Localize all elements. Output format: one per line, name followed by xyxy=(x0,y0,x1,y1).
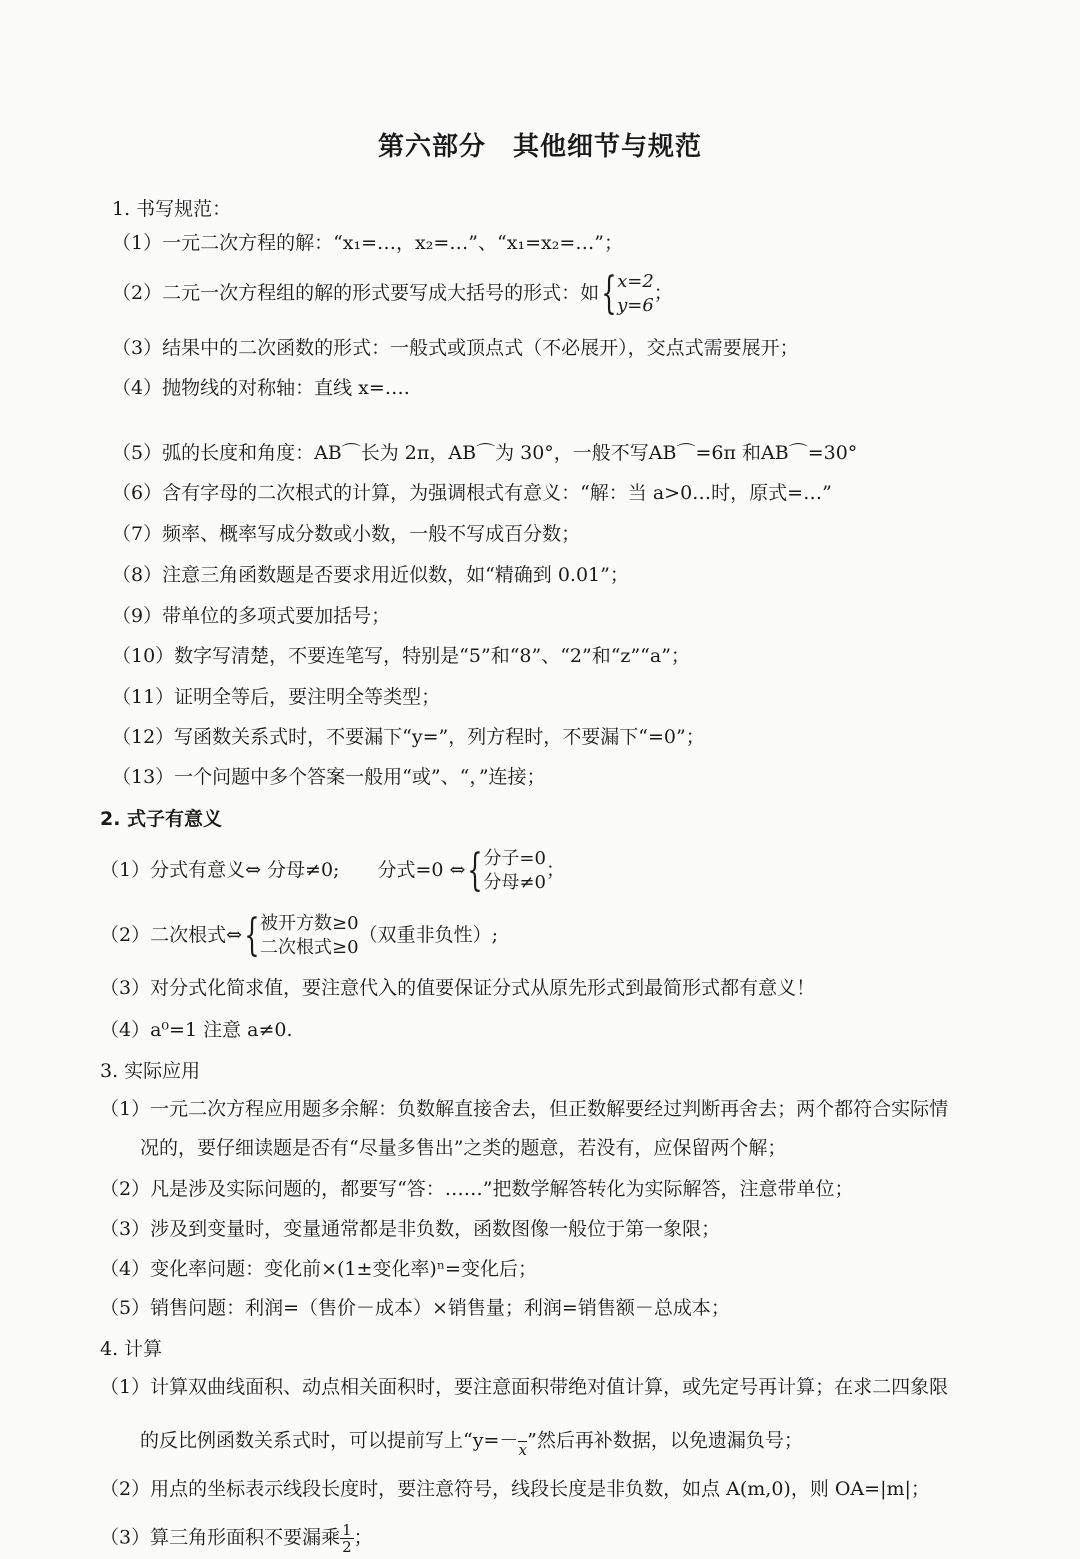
s2-item-1-text: （1）分式有意义⇔ 分母≠0; 分式=0 ⇔ xyxy=(100,859,466,881)
condition-2: 二次根式≥0 xyxy=(260,937,359,958)
s4-item-3-text: （3）算三角形面积不要漏乘 xyxy=(100,1526,341,1549)
s2-item-1 xyxy=(100,847,565,895)
s1-item-4: （4）抛物线的对称轴：直线 x=…. xyxy=(112,377,410,399)
s3-item-4: （4）变化率问题：变化前×(1±变化率)ⁿ=变化后； xyxy=(100,1258,537,1280)
section-2-heading: 2. 式子有意义 xyxy=(100,808,223,830)
s1-item-7: （7）频率、概率写成分数或小数，一般不写成百分数； xyxy=(112,523,581,545)
s2-item-1-system xyxy=(465,847,546,895)
fraction-numerator: 1 xyxy=(342,1521,352,1539)
s1-item-2 xyxy=(112,270,673,318)
s1-item-11: （11）证明全等后，要注明全等类型； xyxy=(112,686,441,708)
section-1-heading: 1. 书写规范： xyxy=(112,198,232,220)
s2-item-3: （3）对分式化简求值，要注意代入的值要保证分式从原先形式到最简形式都有意义！ xyxy=(100,977,816,999)
s1-item-12: （12）写函数关系式时，不要漏下“y=”，列方程时，不要漏下“=0”； xyxy=(112,726,705,748)
fraction-one-half xyxy=(340,1522,354,1555)
s4-item-3-end: ； xyxy=(353,1526,373,1549)
s1-item-1: （1）一元二次方程的解：“x₁=…，x₂=…”、“x₁=x₂=…”； xyxy=(112,232,623,254)
fraction-denominator: x xyxy=(518,1441,527,1459)
left-brace-icon: { xyxy=(467,845,484,896)
left-brace-icon: { xyxy=(244,910,260,961)
s1-item-13: （13）一个问题中多个答案一般用“或”、“，”连接； xyxy=(112,766,546,788)
section-3-heading: 3. 实际应用 xyxy=(100,1060,201,1082)
s1-item-2-system xyxy=(599,270,654,318)
s2-item-2-system xyxy=(242,912,359,960)
s3-item-1b: 况的，要仔细读题是否有“尽量多售出”之类的题意，若没有，应保留两个解； xyxy=(140,1137,787,1159)
fraction-numerator xyxy=(518,1425,527,1442)
s2-item-4: （4）a⁰=1 注意 a≠0. xyxy=(100,1019,293,1041)
s3-item-5: （5）销售问题：利润=（售价－成本）×销售量；利润=销售额－总成本； xyxy=(100,1297,730,1319)
s4-item-1a: （1）计算双曲线面积、动点相关面积时，要注意面积带绝对值计算，或先定号再计算；在求二四象限 xyxy=(100,1376,949,1398)
s4-item-1b xyxy=(140,1425,803,1458)
left-brace-icon: { xyxy=(601,268,617,319)
system-eq-2: y=6 xyxy=(617,295,654,316)
s3-item-1a: （1）一元二次方程应用题多余解：负数解直接舍去，但正数解要经过判断再舍去；两个都符合实际情 xyxy=(100,1098,949,1120)
s4-item-1b-end: ”然后再补数据，以免遗漏负号； xyxy=(527,1429,803,1452)
s2-item-2-end: （双重非负性）; xyxy=(358,924,498,946)
page-title: 第六部分 其他细节与规范 xyxy=(377,132,702,162)
s1-item-3: （3）结果中的二次函数的形式：一般式或顶点式（不必展开），交点式需要展开； xyxy=(112,337,799,359)
s3-item-3: （3）涉及到变量时，变量通常都是非负数，函数图像一般位于第一象限； xyxy=(100,1218,721,1240)
s1-item-10: （10）数字写清楚，不要连笔写，特别是“5”和“8”、“2”和“z”“a”； xyxy=(112,645,690,667)
s3-item-2: （2）凡是涉及实际问题的，都要写“答：……”把数学解答转化为实际解答，注意带单位； xyxy=(100,1178,854,1200)
s1-item-6: （6）含有字母的二次根式的计算，为强调根式有意义：“解：当 a>0…时，原式=…” xyxy=(112,482,832,504)
section-4-heading: 4. 计算 xyxy=(100,1338,163,1360)
s1-item-2-end: ； xyxy=(653,282,673,304)
s1-item-8: （8）注意三角函数题是否要求用近似数，如“精确到 0.01”； xyxy=(112,564,629,586)
s2-item-1-end: ； xyxy=(545,859,565,881)
condition-1: 被开方数≥0 xyxy=(260,913,359,934)
s1-item-2-text: （2）二元一次方程组的解的形式要写成大括号的形式：如 xyxy=(112,282,600,304)
fraction-denominator: 2 xyxy=(342,1538,352,1556)
s4-item-2: （2）用点的坐标表示线段长度时，要注意符号，线段长度是非负数，如点 A(m,0)，则 OA=|m|； xyxy=(100,1478,930,1500)
fraction xyxy=(518,1425,527,1458)
s4-item-3 xyxy=(100,1522,373,1555)
s2-item-2 xyxy=(100,912,498,960)
condition-1: 分子=0 xyxy=(483,848,546,869)
s2-item-2-text: （2）二次根式⇔ xyxy=(100,924,243,946)
condition-2: 分母≠0 xyxy=(483,872,546,893)
s1-item-5: （5）弧的长度和角度：AB⌒长为 2π，AB⌒为 30°，一般不写AB⌒=6π 和AB⌒=30° xyxy=(112,442,858,464)
system-eq-1: x=2 xyxy=(617,271,654,292)
s1-item-9: （9）带单位的多项式要加括号； xyxy=(112,605,391,627)
s4-item-1b-text: 的反比例函数关系式时，可以提前写上“y=－ xyxy=(140,1429,519,1452)
